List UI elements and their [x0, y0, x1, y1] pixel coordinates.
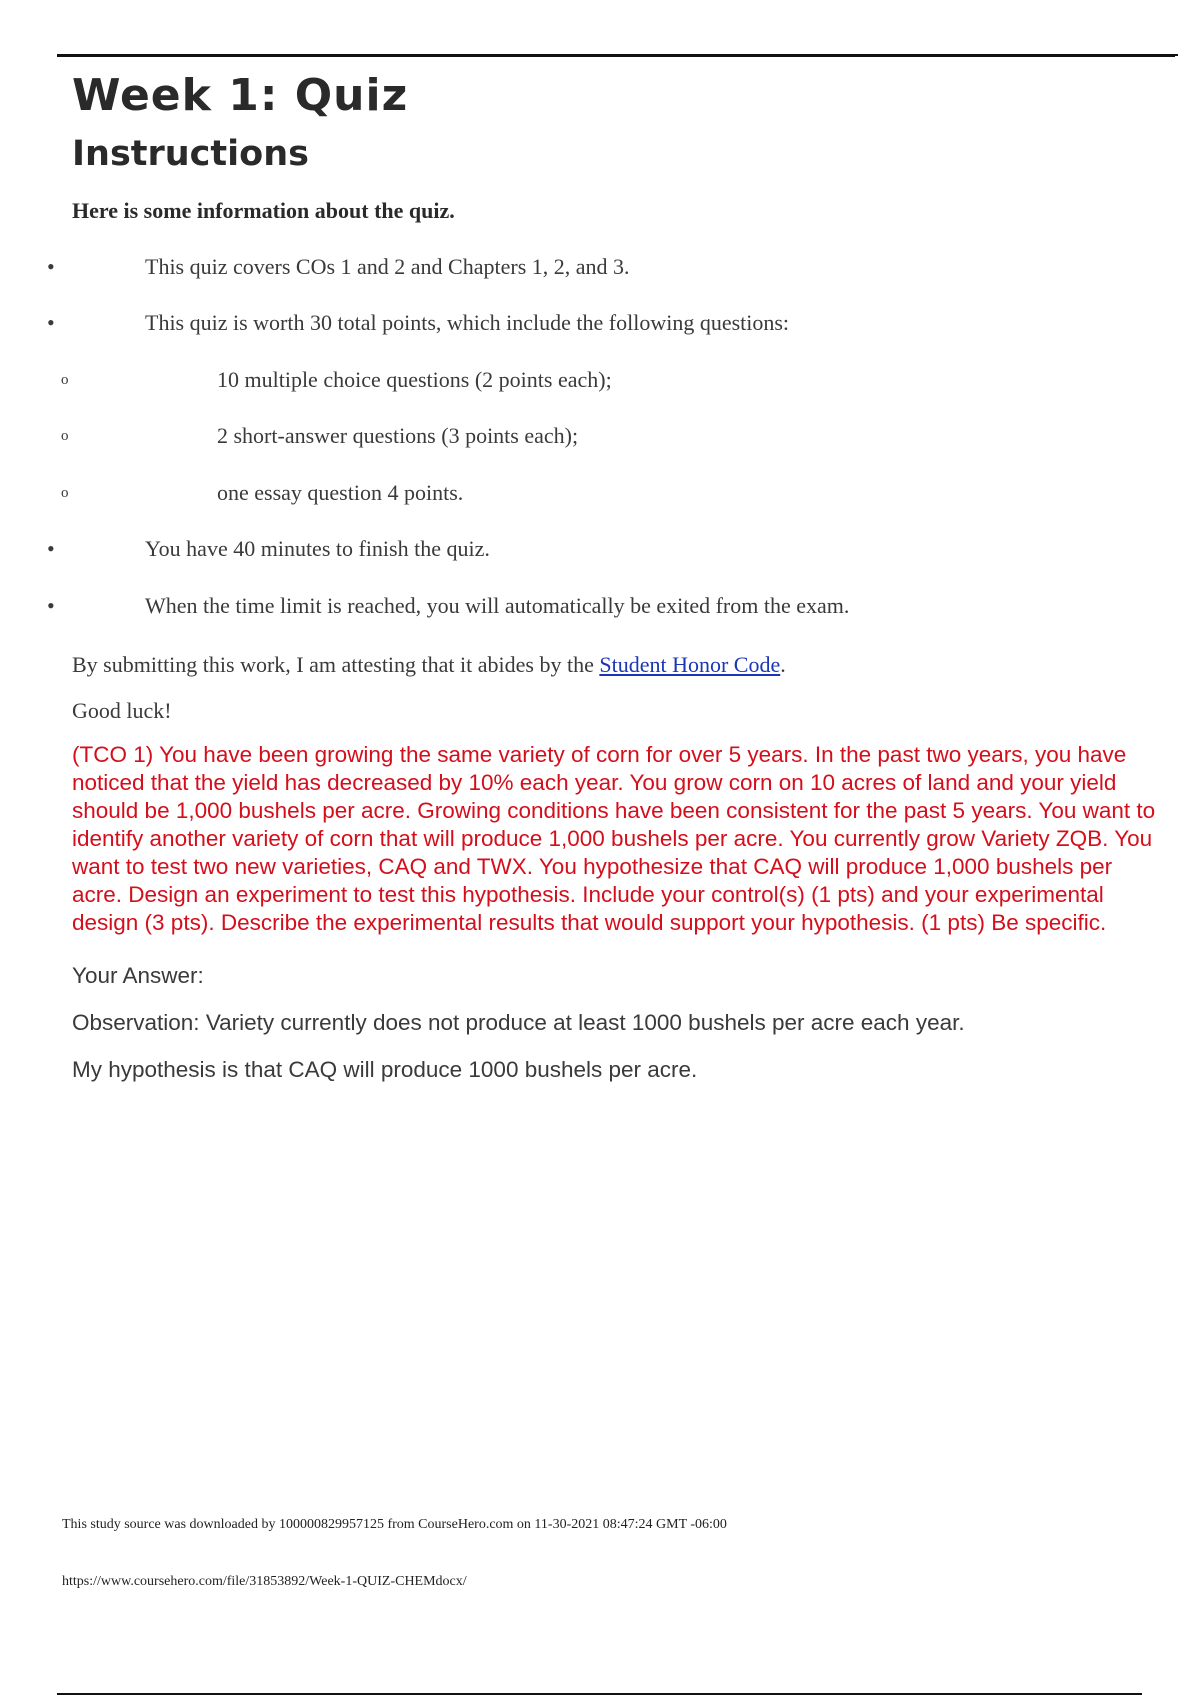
top-rule [57, 54, 1175, 57]
sublist-item-short-answer [0, 423, 1200, 453]
circle-bullet-icon: o [61, 485, 69, 501]
question-text: (TCO 1) You have been growing the same variety of corn for over 5 years. In the past two years, you have noticed that the yield has decreased by 10% each year. You grow corn on 10 acres of land and your yield should be 1,000 bushels per acre. Growing conditions have been consistent for the past 5 years. You want to identify another variety of corn that will produce 1,000 bushels per acre. You currently grow Variety ZQB. You want to test two new varieties, CAQ and TWX. You hypothesize that CAQ will produce 1,000 bushels per acre. Design an experiment to test this hypothesis. Include your control(s) (1 pts) and your experimental design (3 pts). Describe the experimental results that would support your hypothesis. (1 pts) Be specific. [72, 742, 1156, 935]
circle-bullet-icon: o [61, 372, 69, 388]
list-item-text: This quiz covers COs 1 and 2 and Chapters 1, 2, and 3. [145, 254, 630, 279]
instructions-intro: Here is some information about the quiz. [72, 198, 455, 223]
list-item-text: one essay question 4 points. [217, 480, 464, 505]
bullet-icon: • [47, 536, 55, 561]
bullet-icon: • [47, 310, 55, 335]
source-url: https://www.coursehero.com/file/31853892/Week-1-QUIZ-CHEMdocx/ [62, 1574, 467, 1589]
list-item-text: 10 multiple choice questions (2 points each); [217, 367, 612, 392]
list-item-points [0, 310, 1200, 340]
honor-statement-suffix: . [780, 652, 786, 677]
honor-statement [72, 652, 786, 678]
list-item-text: You have 40 minutes to finish the quiz. [145, 536, 490, 561]
list-item-time-limit [0, 593, 1200, 623]
sublist-item-essay [0, 480, 1200, 510]
page-title: Week 1: Quiz [72, 70, 409, 121]
list-item-text: When the time limit is reached, you will automatically be exited from the exam. [145, 593, 850, 618]
instructions-heading: Instructions [72, 134, 309, 174]
student-honor-code-link[interactable]: Student Honor Code [599, 652, 781, 677]
bullet-icon: • [47, 254, 55, 279]
list-item-coverage [0, 254, 1200, 284]
answer-label: Your Answer: [72, 963, 204, 988]
bullet-icon: • [47, 593, 55, 618]
download-notice: This study source was downloaded by 100000829957125 from CourseHero.com on 11-30-2021 08:47:24 GMT -06:00 [62, 1517, 727, 1532]
list-item-text: This quiz is worth 30 total points, which include the following questions: [145, 310, 790, 335]
good-luck-text: Good luck! [72, 698, 172, 723]
top-rule-extension [1140, 54, 1178, 56]
answer-hypothesis: My hypothesis is that CAQ will produce 1000 bushels per acre. [72, 1057, 698, 1082]
honor-statement-prefix: By submitting this work, I am attesting that it abides by the [72, 652, 600, 677]
sublist-item-multiple-choice [0, 367, 1200, 397]
list-item-time [0, 536, 1200, 566]
circle-bullet-icon: o [61, 428, 69, 444]
bottom-rule [57, 1693, 1142, 1695]
answer-observation: Observation: Variety currently does not produce at least 1000 bushels per acre each year. [72, 1010, 965, 1035]
list-item-text: 2 short-answer questions (3 points each); [217, 423, 579, 448]
